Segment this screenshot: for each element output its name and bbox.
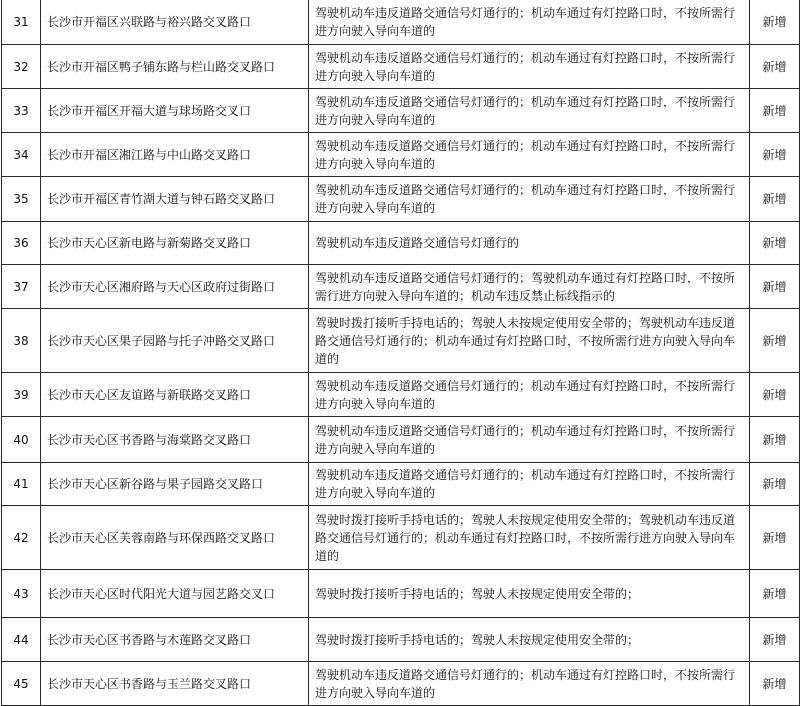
row-number-cell: 34 bbox=[2, 133, 41, 177]
row-number-cell: 33 bbox=[2, 89, 41, 133]
table-row bbox=[2, 222, 800, 265]
violation-cell: 驾驶时拨打接听手持电话的；驾驶人未按规定使用安全带的；驾驶机动车违反道路交通信号灯通行的；机动车通过有灯控路口时，不按所需行进方向驶入导向车道的 bbox=[309, 506, 750, 570]
location-cell: 长沙市开福区开福大道与球场路交叉口 bbox=[41, 89, 309, 133]
table-row bbox=[2, 89, 800, 133]
violation-cell: 驾驶机动车违反道路交通信号灯通行的 bbox=[309, 222, 750, 265]
row-number-cell: 42 bbox=[2, 506, 41, 570]
records-table bbox=[1, 0, 800, 706]
table-row bbox=[2, 177, 800, 222]
violation-cell: 驾驶机动车违反道路交通信号灯通行的；机动车通过有灯控路口时，不按所需行进方向驶入导向车道的 bbox=[309, 463, 750, 506]
status-cell: 新增 bbox=[750, 89, 800, 133]
violation-cell: 驾驶机动车违反道路交通信号灯通行的；机动车通过有灯控路口时，不按所需行进方向驶入导向车道的 bbox=[309, 45, 750, 89]
location-cell: 长沙市开福区鸭子铺东路与栏山路交叉路口 bbox=[41, 45, 309, 89]
status-cell: 新增 bbox=[750, 265, 800, 309]
violation-cell: 驾驶机动车违反道路交通信号灯通行的；机动车通过有灯控路口时，不按所需行进方向驶入导向车道的 bbox=[309, 133, 750, 177]
location-cell: 长沙市天心区书香路与玉兰路交叉路口 bbox=[41, 662, 309, 706]
location-cell: 长沙市天心区友谊路与新联路交叉路口 bbox=[41, 373, 309, 417]
status-cell: 新增 bbox=[750, 463, 800, 506]
location-cell: 长沙市开福区青竹湖大道与钟石路交叉路口 bbox=[41, 177, 309, 222]
violation-cell: 驾驶机动车违反道路交通信号灯通行的；驾驶机动车通过有灯控路口时，不按所需行进方向驶入导向车道的；机动车违反禁止标线指示的 bbox=[309, 265, 750, 309]
row-number-cell: 44 bbox=[2, 618, 41, 662]
status-cell: 新增 bbox=[750, 45, 800, 89]
violation-cell: 驾驶机动车违反道路交通信号灯通行的；机动车通过有灯控路口时，不按所需行进方向驶入导向车道的 bbox=[309, 177, 750, 222]
location-cell: 长沙市天心区时代阳光大道与园艺路交叉口 bbox=[41, 570, 309, 618]
table-row bbox=[2, 309, 800, 373]
table-row bbox=[2, 373, 800, 417]
location-cell: 长沙市天心区书香路与海棠路交叉路口 bbox=[41, 417, 309, 463]
location-cell: 长沙市天心区湘府路与天心区政府过街路口 bbox=[41, 265, 309, 309]
table-row bbox=[2, 0, 800, 45]
table-row bbox=[2, 570, 800, 618]
row-number-cell: 39 bbox=[2, 373, 41, 417]
violation-cell: 驾驶机动车违反道路交通信号灯通行的；机动车通过有灯控路口时，不按所需行进方向驶入导向车道的 bbox=[309, 373, 750, 417]
row-number-cell: 45 bbox=[2, 662, 41, 706]
row-number-cell: 43 bbox=[2, 570, 41, 618]
violation-cell: 驾驶机动车违反道路交通信号灯通行的；机动车通过有灯控路口时，不按所需行进方向驶入导向车道的 bbox=[309, 0, 750, 45]
table-row bbox=[2, 618, 800, 662]
status-cell: 新增 bbox=[750, 133, 800, 177]
location-cell: 长沙市天心区新谷路与果子园路交叉路口 bbox=[41, 463, 309, 506]
row-number-cell: 36 bbox=[2, 222, 41, 265]
row-number-cell: 38 bbox=[2, 309, 41, 373]
table-row bbox=[2, 662, 800, 706]
status-cell: 新增 bbox=[750, 177, 800, 222]
violation-cell: 驾驶时拨打接听手持电话的；驾驶人未按规定使用安全带的； bbox=[309, 570, 750, 618]
violation-cell: 驾驶时拨打接听手持电话的；驾驶人未按规定使用安全带的；驾驶机动车违反道路交通信号灯通行的；机动车通过有灯控路口时，不按所需行进方向驶入导向车道的 bbox=[309, 309, 750, 373]
violation-cell: 驾驶时拨打接听手持电话的；驾驶人未按规定使用安全带的； bbox=[309, 618, 750, 662]
status-cell: 新增 bbox=[750, 222, 800, 265]
violation-cell: 驾驶机动车违反道路交通信号灯通行的；机动车通过有灯控路口时，不按所需行进方向驶入导向车道的 bbox=[309, 89, 750, 133]
row-number-cell: 35 bbox=[2, 177, 41, 222]
location-cell: 长沙市天心区新电路与新菊路交叉路口 bbox=[41, 222, 309, 265]
table-row bbox=[2, 45, 800, 89]
status-cell: 新增 bbox=[750, 417, 800, 463]
violation-cell: 驾驶机动车违反道路交通信号灯通行的；机动车通过有灯控路口时，不按所需行进方向驶入导向车道的 bbox=[309, 417, 750, 463]
location-cell: 长沙市天心区果子园路与托子冲路交叉路口 bbox=[41, 309, 309, 373]
table-row bbox=[2, 133, 800, 177]
status-cell: 新增 bbox=[750, 506, 800, 570]
location-cell: 长沙市开福区湘江路与中山路交叉路口 bbox=[41, 133, 309, 177]
table-row bbox=[2, 265, 800, 309]
status-cell: 新增 bbox=[750, 0, 800, 45]
row-number-cell: 41 bbox=[2, 463, 41, 506]
row-number-cell: 37 bbox=[2, 265, 41, 309]
status-cell: 新增 bbox=[750, 309, 800, 373]
table-row bbox=[2, 506, 800, 570]
table-row bbox=[2, 417, 800, 463]
status-cell: 新增 bbox=[750, 662, 800, 706]
records-table-body bbox=[2, 0, 800, 706]
status-cell: 新增 bbox=[750, 373, 800, 417]
row-number-cell: 32 bbox=[2, 45, 41, 89]
status-cell: 新增 bbox=[750, 570, 800, 618]
row-number-cell: 31 bbox=[2, 0, 41, 45]
status-cell: 新增 bbox=[750, 618, 800, 662]
location-cell: 长沙市开福区兴联路与裕兴路交叉路口 bbox=[41, 0, 309, 45]
row-number-cell: 40 bbox=[2, 417, 41, 463]
location-cell: 长沙市天心区芙蓉南路与环保西路交叉路口 bbox=[41, 506, 309, 570]
violation-cell: 驾驶机动车违反道路交通信号灯通行的；机动车通过有灯控路口时，不按所需行进方向驶入导向车道的 bbox=[309, 662, 750, 706]
table-row bbox=[2, 463, 800, 506]
location-cell: 长沙市天心区书香路与木莲路交叉路口 bbox=[41, 618, 309, 662]
